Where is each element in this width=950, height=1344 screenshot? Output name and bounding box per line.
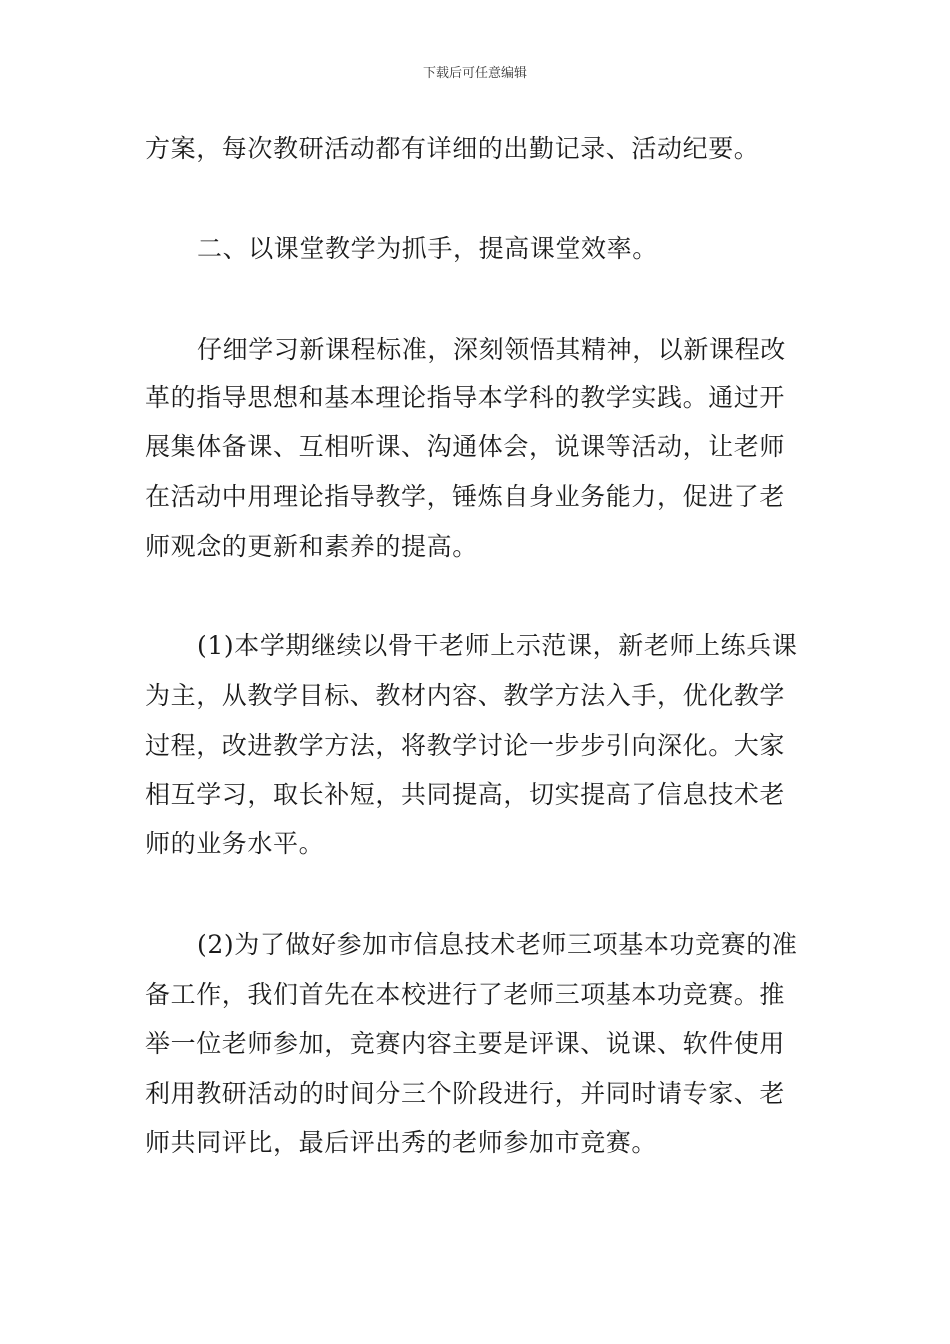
text-line: 利用教研活动的时间分三个阶段进行，并同时请专家、老 — [145, 1079, 786, 1108]
text-line: 展集体备课、互相听课、沟通体会，说课等活动，让老师 — [145, 432, 786, 461]
text-line: 方案，每次教研活动都有详细的出勤记录、活动纪要。 — [145, 134, 760, 163]
text-line: 备工作，我们首先在本校进行了老师三项基本功竞赛。推 — [145, 980, 786, 1009]
text-line: 师共同评比，最后评出秀的老师参加市竞赛。 — [145, 1128, 658, 1157]
text-line: 革的指导思想和基本理论指导本学科的教学实践。通过开 — [145, 383, 786, 412]
text-line: (2)为了做好参加市信息技术老师三项基本功竞赛的准 — [197, 930, 798, 959]
text-line: 在活动中用理论指导教学，锤炼自身业务能力，促进了老 — [145, 482, 786, 511]
text-line: 举一位老师参加，竞赛内容主要是评课、说课、软件使用 — [145, 1029, 786, 1058]
text-line: 过程，改进教学方法，将教学讨论一步步引向深化。大家 — [145, 731, 786, 760]
text-line: 相互学习，取长补短，共同提高，切实提高了信息技术老 — [145, 780, 786, 809]
text-line: 师观念的更新和素养的提高。 — [145, 532, 478, 561]
text-line: (1)本学期继续以骨干老师上示范课，新老师上练兵课 — [197, 631, 798, 660]
text-line: 为主，从教学目标、教材内容、教学方法入手，优化教学 — [145, 681, 786, 710]
header-note: 下载后可任意编辑 — [422, 66, 527, 81]
text-line: 师的业务水平。 — [145, 829, 325, 858]
text-line: 仔细学习新课程标准，深刻领悟其精神，以新课程改 — [197, 335, 786, 364]
section-heading: 二、以课堂教学为抓手，提高课堂效率。 — [197, 234, 658, 263]
